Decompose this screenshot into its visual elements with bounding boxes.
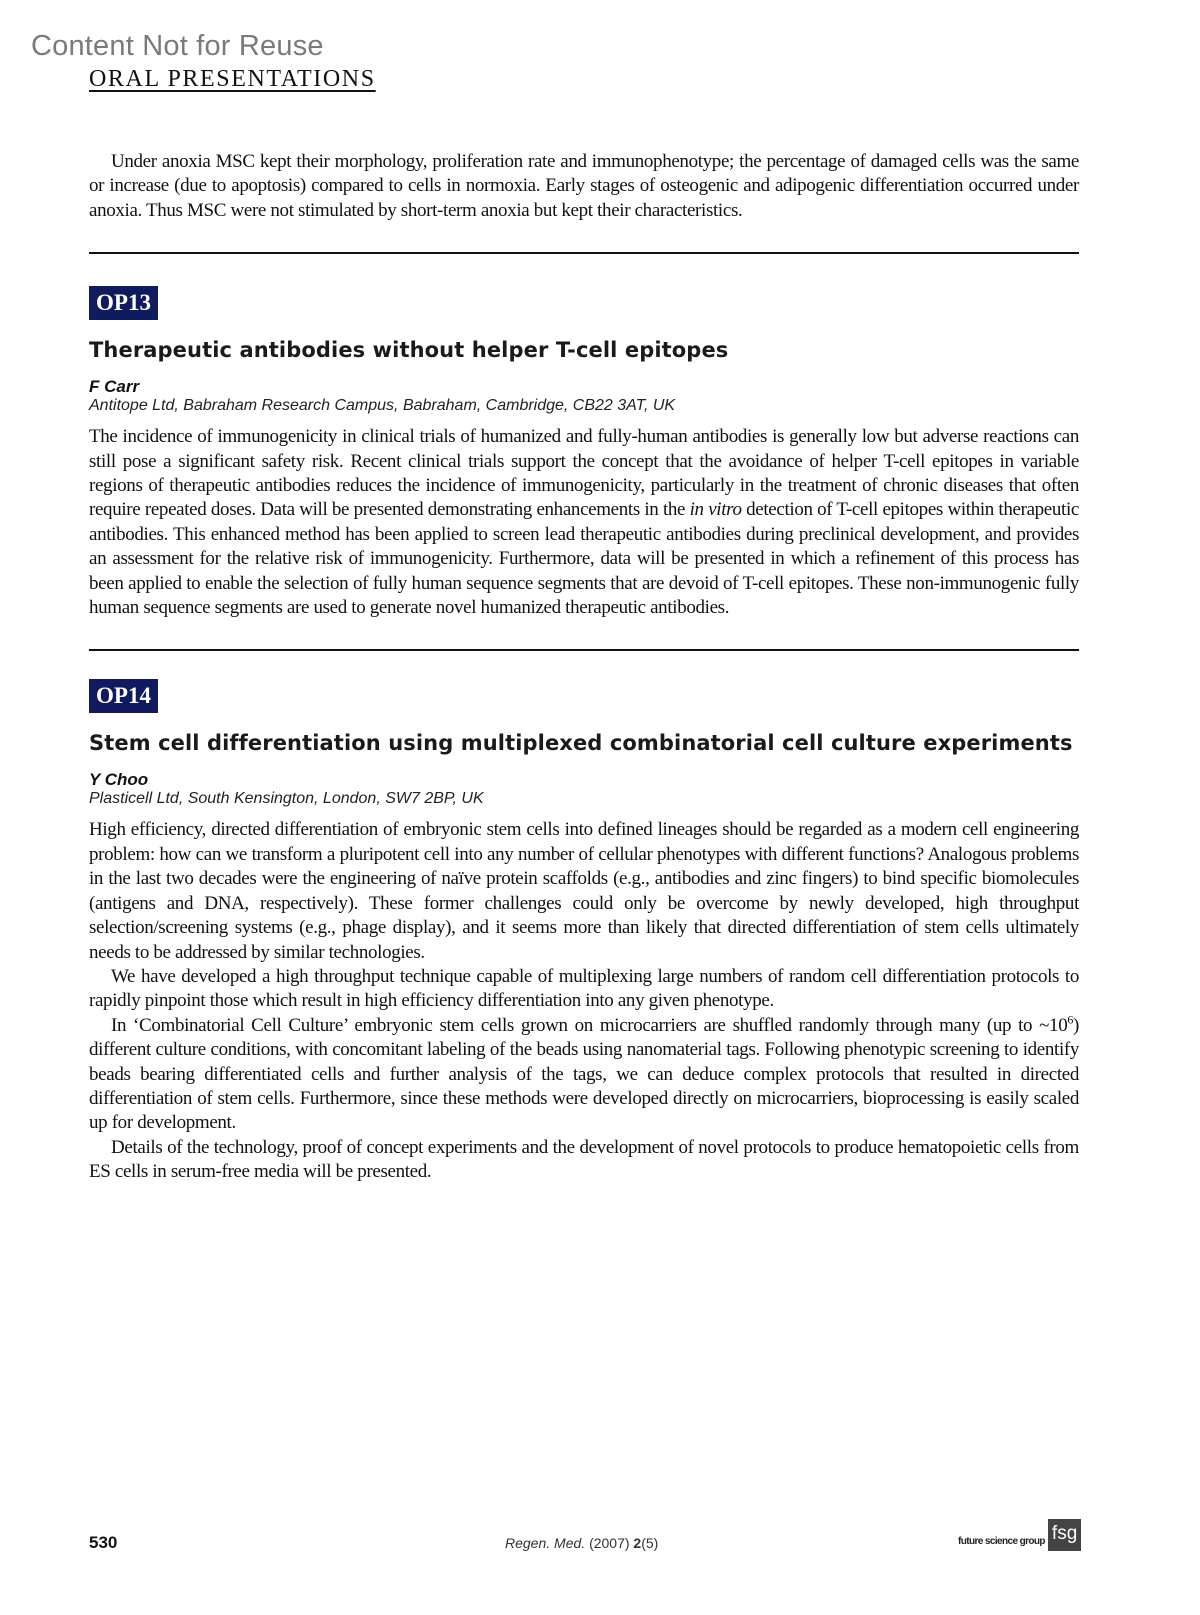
intro-paragraph: Under anoxia MSC kept their morphology, proliferation rate and immunophenotype; the percentage of damaged cells was the same or increase (due to apoptosis) compared to cells in normoxia. Early stages of osteogenic and adipogenic differentiation occurred under anoxia. Thus MSC were not stimulated by short-term anoxia but kept their characteristics. <box>89 151 1079 221</box>
abstract-paragraph-text: In ‘Combinatorial Cell Culture’ embryonic stem cells grown on microcarriers are shuffled randomly through many (up to ~10 <box>111 1014 1068 1036</box>
abstract-author: F Carr <box>89 377 140 397</box>
abstract-paragraph: We have developed a high throughput technique capable of multiplexing large numbers of random cell differentiation protocols to rapidly pinpoint those which result in high efficiency differentiation into any given phenotype. <box>89 965 1079 1012</box>
page-content <box>89 150 1079 1185</box>
journal-citation <box>505 1535 658 1551</box>
abstract-body-text: The incidence of immunogenicity in clinical trials of humanized and fully-human antibodies is generally low but adverse reactions can still pose a significant safety risk. Recent clinical trials support the concept that the avoidance of helper T-cell epitopes in variable regions of therapeutic antibodies reduces the incidence of immunogenicity, particularly in the treatment of chronic diseases that often require repeated doses. Data will be presented demonstrating enhancements in the <box>89 426 1079 521</box>
abstract-paragraph: Details of the technology, proof of concept experiments and the development of novel protocols to produce hematopoietic cells from ES cells in serum-free media will be presented. <box>89 1136 1079 1183</box>
abstract-paragraph <box>89 1014 1079 1136</box>
abstract-affiliation: Antitope Ltd, Babraham Research Campus, Babraham, Cambridge, CB22 3AT, UK <box>89 397 676 415</box>
abstract-badge: OP14 <box>89 679 158 713</box>
abstract-title: Stem cell differentiation using multiplexed combinatorial cell culture experiments <box>89 731 1073 756</box>
fsg-logo-icon: fsg <box>1048 1519 1081 1551</box>
abstract-author: Y Choo <box>89 770 149 790</box>
abstract-body <box>89 425 1079 620</box>
journal-volume: 2 <box>633 1535 642 1551</box>
abstract-body-text: detection of T-cell epitopes within therapeutic antibodies. This enhanced method has been applied to screen lead therapeutic antibodies during preclinical development, and provides an assessment for the relative risk of immunogenicity. Furthermore, data will be presented in which a refinement of this process has been applied to enable the selection of fully human sequence segments that are devoid of T-cell epitopes. These non-immunogenic fully human sequence segments are used to generate novel humanized therapeutic antibodies. <box>89 499 1079 619</box>
abstract-body-italic: in vitro <box>689 499 742 521</box>
abstract-affiliation: Plasticell Ltd, South Kensington, London, SW7 2BP, UK <box>89 790 484 808</box>
abstract-title: Therapeutic antibodies without helper T-cell epitopes <box>89 338 729 363</box>
journal-name: Regen. Med. <box>505 1535 586 1551</box>
abstract-badge: OP13 <box>89 286 158 320</box>
page-number: 530 <box>89 1533 118 1552</box>
section-header: ORAL PRESENTATIONS <box>89 66 376 92</box>
publisher-name: future science group <box>958 1536 1045 1547</box>
journal-year: (2007) <box>589 1535 630 1551</box>
abstract-paragraph-text: ) different culture conditions, with concomitant labeling of the beads using nanomaterial tags. Following phenotypic screening to identify beads bearing differentiated cells and further analysis of the tags, we can deduce complex protocols that resulted in directed differentiation of stem cells. Furthermore, since these methods were developed directly on microcarriers, bioprocessing is easily scaled up for development. <box>89 1014 1079 1134</box>
abstract-op13 <box>89 286 1079 620</box>
superscript: 6 <box>1067 1012 1074 1027</box>
abstract-paragraph: High efficiency, directed differentiation of embryonic stem cells into defined lineages should be regarded as a modern cell engineering problem: how can we transform a pluripotent cell into any number of cellular phenotypes with different functions? Analogous problems in the last two decades were the engineering of naïve protein scaffolds (e.g., antibodies and zinc fingers) to bind specific biomolecules (antigens and DNA, respectively). These former challenges could only be overcome by newly developed, high throughput selection/screening systems (e.g., phage display), and it seems more than likely that directed differentiation of stem cells ultimately needs to be addressed by similar technologies. <box>89 819 1079 963</box>
publisher-logo <box>958 1517 1081 1551</box>
abstract-op14 <box>89 679 1079 1184</box>
watermark: Content Not for Reuse <box>31 30 324 62</box>
journal-issue: (5) <box>641 1535 659 1551</box>
